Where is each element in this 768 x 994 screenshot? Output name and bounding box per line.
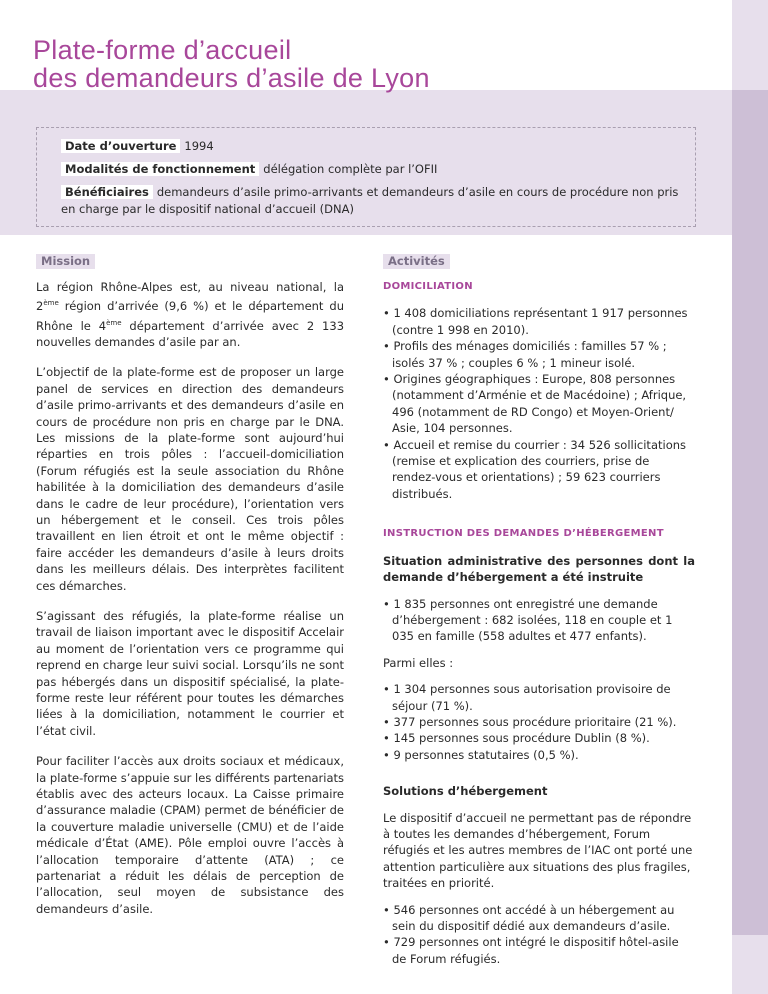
- beneficiaries-row: [37, 184, 685, 218]
- modalities-value: délégation complète par l’OFII: [263, 162, 438, 176]
- list-item: • 9 personnes statutaires (0,5 %).: [383, 747, 695, 763]
- list-item: • 729 personnes ont intégré le dispositif hôtel-asile de Forum réfugiés.: [383, 934, 695, 967]
- hebergement-heading: INSTRUCTION DES DEMANDES D’HÉBERGEMENT: [383, 528, 664, 540]
- mission-paragraph-1: La région Rhône-Alpes est, au niveau national, la 2ème région d’arrivée (9,6 %) et le département du Rhône le 4ème département d’arrivée avec 2 133 nouvelles demandes d’asile par an.: [36, 280, 345, 349]
- solutions-title: Solutions d’hébergement: [383, 784, 548, 799]
- modalities-label: Modalités de fonctionnement: [61, 162, 259, 176]
- mission-heading: Mission: [36, 254, 95, 269]
- list-item: • 546 personnes ont accédé à un hébergement au sein du dispositif dédié aux demandeurs d’asile.: [383, 902, 695, 935]
- situation-list: [383, 596, 695, 645]
- side-strip-dark: [732, 90, 768, 935]
- side-strip: [732, 0, 768, 994]
- domiciliation-heading: DOMICILIATION: [383, 281, 473, 292]
- mission-paragraph-3: S’agissant des réfugiés, la plate-forme réalise un travail de liaison important avec le dispositif Accelair au moment de l’orientation vers ce programme qui reprend en charge leur suivi social. Lorsqu’ils ne sont pas hébergés dans un dispositif spécialisé, la plate-forme reste leur référent pour toutes les démarches liées à la domiciliation, notamment le courrier et l’état civil.: [36, 608, 344, 738]
- page-title: [33, 36, 430, 92]
- title-line-2: des demandeurs d’asile de Lyon: [33, 63, 430, 93]
- list-item: • Origines géographiques : Europe, 808 personnes (notamment d’Arménie et de Macédoine) ; Afrique, 496 (notamment de RD Congo) et Moyen-Orient/ Asie, 104 personnes.: [383, 371, 695, 437]
- info-box: [36, 127, 696, 227]
- opening-row: [61, 138, 685, 155]
- mission-column: [36, 253, 344, 931]
- list-item: • Profils des ménages domiciliés : familles 57 % ; isolés 37 % ; couples 6 % ; 1 mineur isolé.: [383, 338, 695, 371]
- solutions-list: [383, 902, 695, 968]
- content-area: [0, 235, 732, 966]
- list-item: • 1 835 personnes ont enregistré une demande d’hébergement : 682 isolées, 118 en couple et 1 035 en famille (558 adultes et 477 enfants).: [383, 596, 695, 645]
- title-line-1: Plate-forme d’accueil: [33, 35, 292, 65]
- modalities-row: [61, 161, 685, 178]
- activities-column: [383, 253, 695, 981]
- list-item: • 145 personnes sous procédure Dublin (8 %).: [383, 730, 695, 746]
- mission-paragraph-2: L’objectif de la plate-forme est de proposer un large panel de services en direction des demandeurs d’asile primo-arrivants et des demandeurs d’asile en cours de procédure non pris en charge par le DNA. Les missions de la plate-forme sont aujourd’hui réparties en trois pôles : l’accueil-domiciliation (Forum réfugiés est la seule association du Rhône habilitée à la domiciliation des demandeurs d’asile dans le cadre de leur procédure), l’orientation vers un hébergement et le conseil. Ces trois pôles travaillent en lien étroit et ont le même objectif : faire accéder les demandeurs d’asile à leurs droits dans les meilleurs délais. Des interprètes facilitent ces démarches.: [36, 365, 344, 593]
- list-item: • 1 304 personnes sous autorisation provisoire de séjour (71 %).: [383, 681, 695, 714]
- among-label: Parmi elles :: [383, 655, 454, 670]
- beneficiaries-label: Bénéficiaires: [61, 185, 153, 199]
- beneficiaries-value: demandeurs d’asile primo-arrivants et demandeurs d’asile en cours de procédure non pris en charge par le dispositif national d’accueil (DNA): [61, 185, 679, 216]
- mission-paragraph-4: Pour faciliter l’accès aux droits sociaux et médicaux, la plate-forme s’appuie sur les différents partenariats établis avec des acteurs locaux. La Caisse primaire d’assurance maladie (CPAM) permet de bénéficier de la couverture maladie universelle (CMU) et de l’aide médicale d’État (AME). Pôle emploi ouvre l’accès à l’allocation temporaire d’attente (ATA) ; ce partenariat a réduit les délais de perception de l’allocation, seul moyen de subsistance des demandeurs d’asile.: [36, 754, 344, 916]
- domiciliation-list: [383, 305, 695, 502]
- list-item: • 377 personnes sous procédure prioritaire (21 %).: [383, 714, 695, 730]
- solutions-text: Le dispositif d’accueil ne permettant pas de répondre à toutes les demandes d’hébergement, Forum réfugiés et les autres membres de l’IAC ont porté une attention particulière aux situations des plus fragiles, traitées en priorité.: [383, 810, 693, 891]
- activities-heading: Activités: [383, 254, 450, 269]
- opening-value: 1994: [184, 139, 214, 153]
- situation-title: Situation administrative des personnes dont la demande d’hébergement a été instruite: [383, 553, 695, 585]
- list-item: • Accueil et remise du courrier : 34 526 sollicitations (remise et explication des courriers, prise de rendez-vous et orientations) ; 59 623 courriers distribués.: [383, 437, 695, 503]
- among-list: [383, 681, 695, 763]
- list-item: • 1 408 domiciliations représentant 1 917 personnes (contre 1 998 en 2010).: [383, 305, 695, 338]
- opening-label: Date d’ouverture: [61, 139, 180, 153]
